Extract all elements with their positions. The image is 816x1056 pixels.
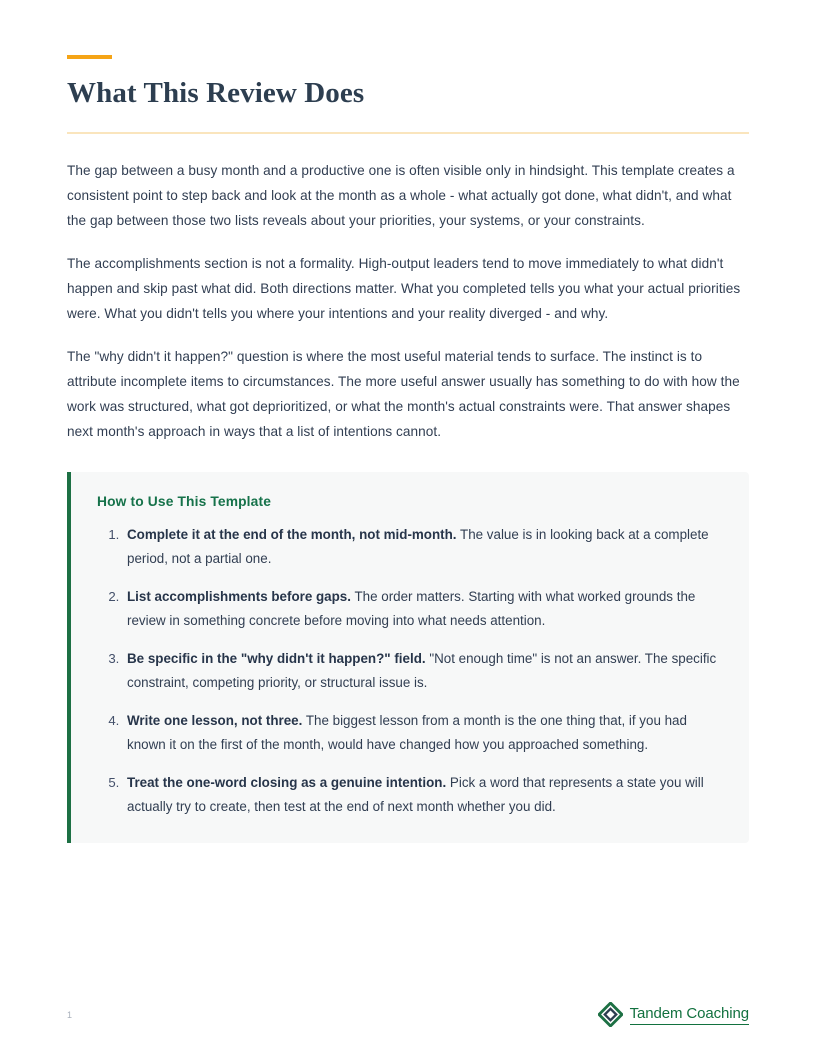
list-item-rest: The biggest lesson from a month is the one thing that, if you had known it on the first of the month, would have changed how you approached something. [127, 713, 687, 753]
brand-lockup [598, 1002, 749, 1027]
list-item [123, 771, 721, 819]
body-paragraph: The gap between a busy month and a productive one is often visible only in hindsight. This template creates a consistent point to step back and look at the month as a whole - what actually got done, what didn't, and what the gap between those two lists reveals about your priorities, your systems, or your constraints. [67, 163, 735, 229]
page-title: What This Review Does [67, 77, 365, 109]
page-number: 1 [67, 1010, 73, 1020]
list-item-lead: Treat the one-word closing as a genuine intention. [127, 775, 447, 791]
body-paragraph: The "why didn't it happen?" question is where the most useful material tends to surface. The instinct is to attribute incomplete items to circumstances. The more useful answer usually has something to do with how the work was structured, what got deprioritized, or what the month's actual constraints were. That answer shapes next month's approach in ways that a list of intentions cannot. [67, 349, 740, 440]
title-divider [67, 132, 749, 134]
page-footer [0, 1000, 816, 1046]
list-item-rest: The value is in looking back at a complete period, not a partial one. [127, 527, 709, 567]
list-item [123, 523, 721, 571]
tandem-diamond-logo-icon [598, 1002, 623, 1027]
list-item-lead: Complete it at the end of the month, not mid-month. [127, 527, 457, 543]
page-content [67, 55, 749, 843]
body-paragraph: The accomplishments section is not a formality. High-output leaders tend to move immediately to what didn't happen and skip past what did. Both directions matter. What you completed tells you what your actual priorities were. What you didn't tells you where your intentions and your reality diverged - and why. [67, 256, 741, 322]
list-item [123, 585, 721, 633]
brand-name: Tandem Coaching [630, 1005, 749, 1025]
list-item-lead: Be specific in the "why didn't it happen?" field. [127, 651, 426, 667]
list-item [123, 709, 721, 757]
list-item [123, 647, 721, 695]
list-item-lead: List accomplishments before gaps. [127, 589, 351, 605]
list-item-rest: "Not enough time" is not an answer. The specific constraint, competing priority, or structural issue is. [127, 651, 717, 691]
callout-step-list [97, 523, 721, 819]
list-item-rest: Pick a word that represents a state you will actually try to create, then test at the end of next month whether you did. [127, 775, 704, 815]
callout-title: How to Use This Template [97, 494, 272, 510]
list-item-rest: The order matters. Starting with what worked grounds the review in something concrete before moving into what needs attention. [127, 589, 696, 629]
how-to-use-callout [67, 472, 749, 843]
list-item-lead: Write one lesson, not three. [127, 713, 303, 729]
title-accent-bar [67, 55, 112, 59]
